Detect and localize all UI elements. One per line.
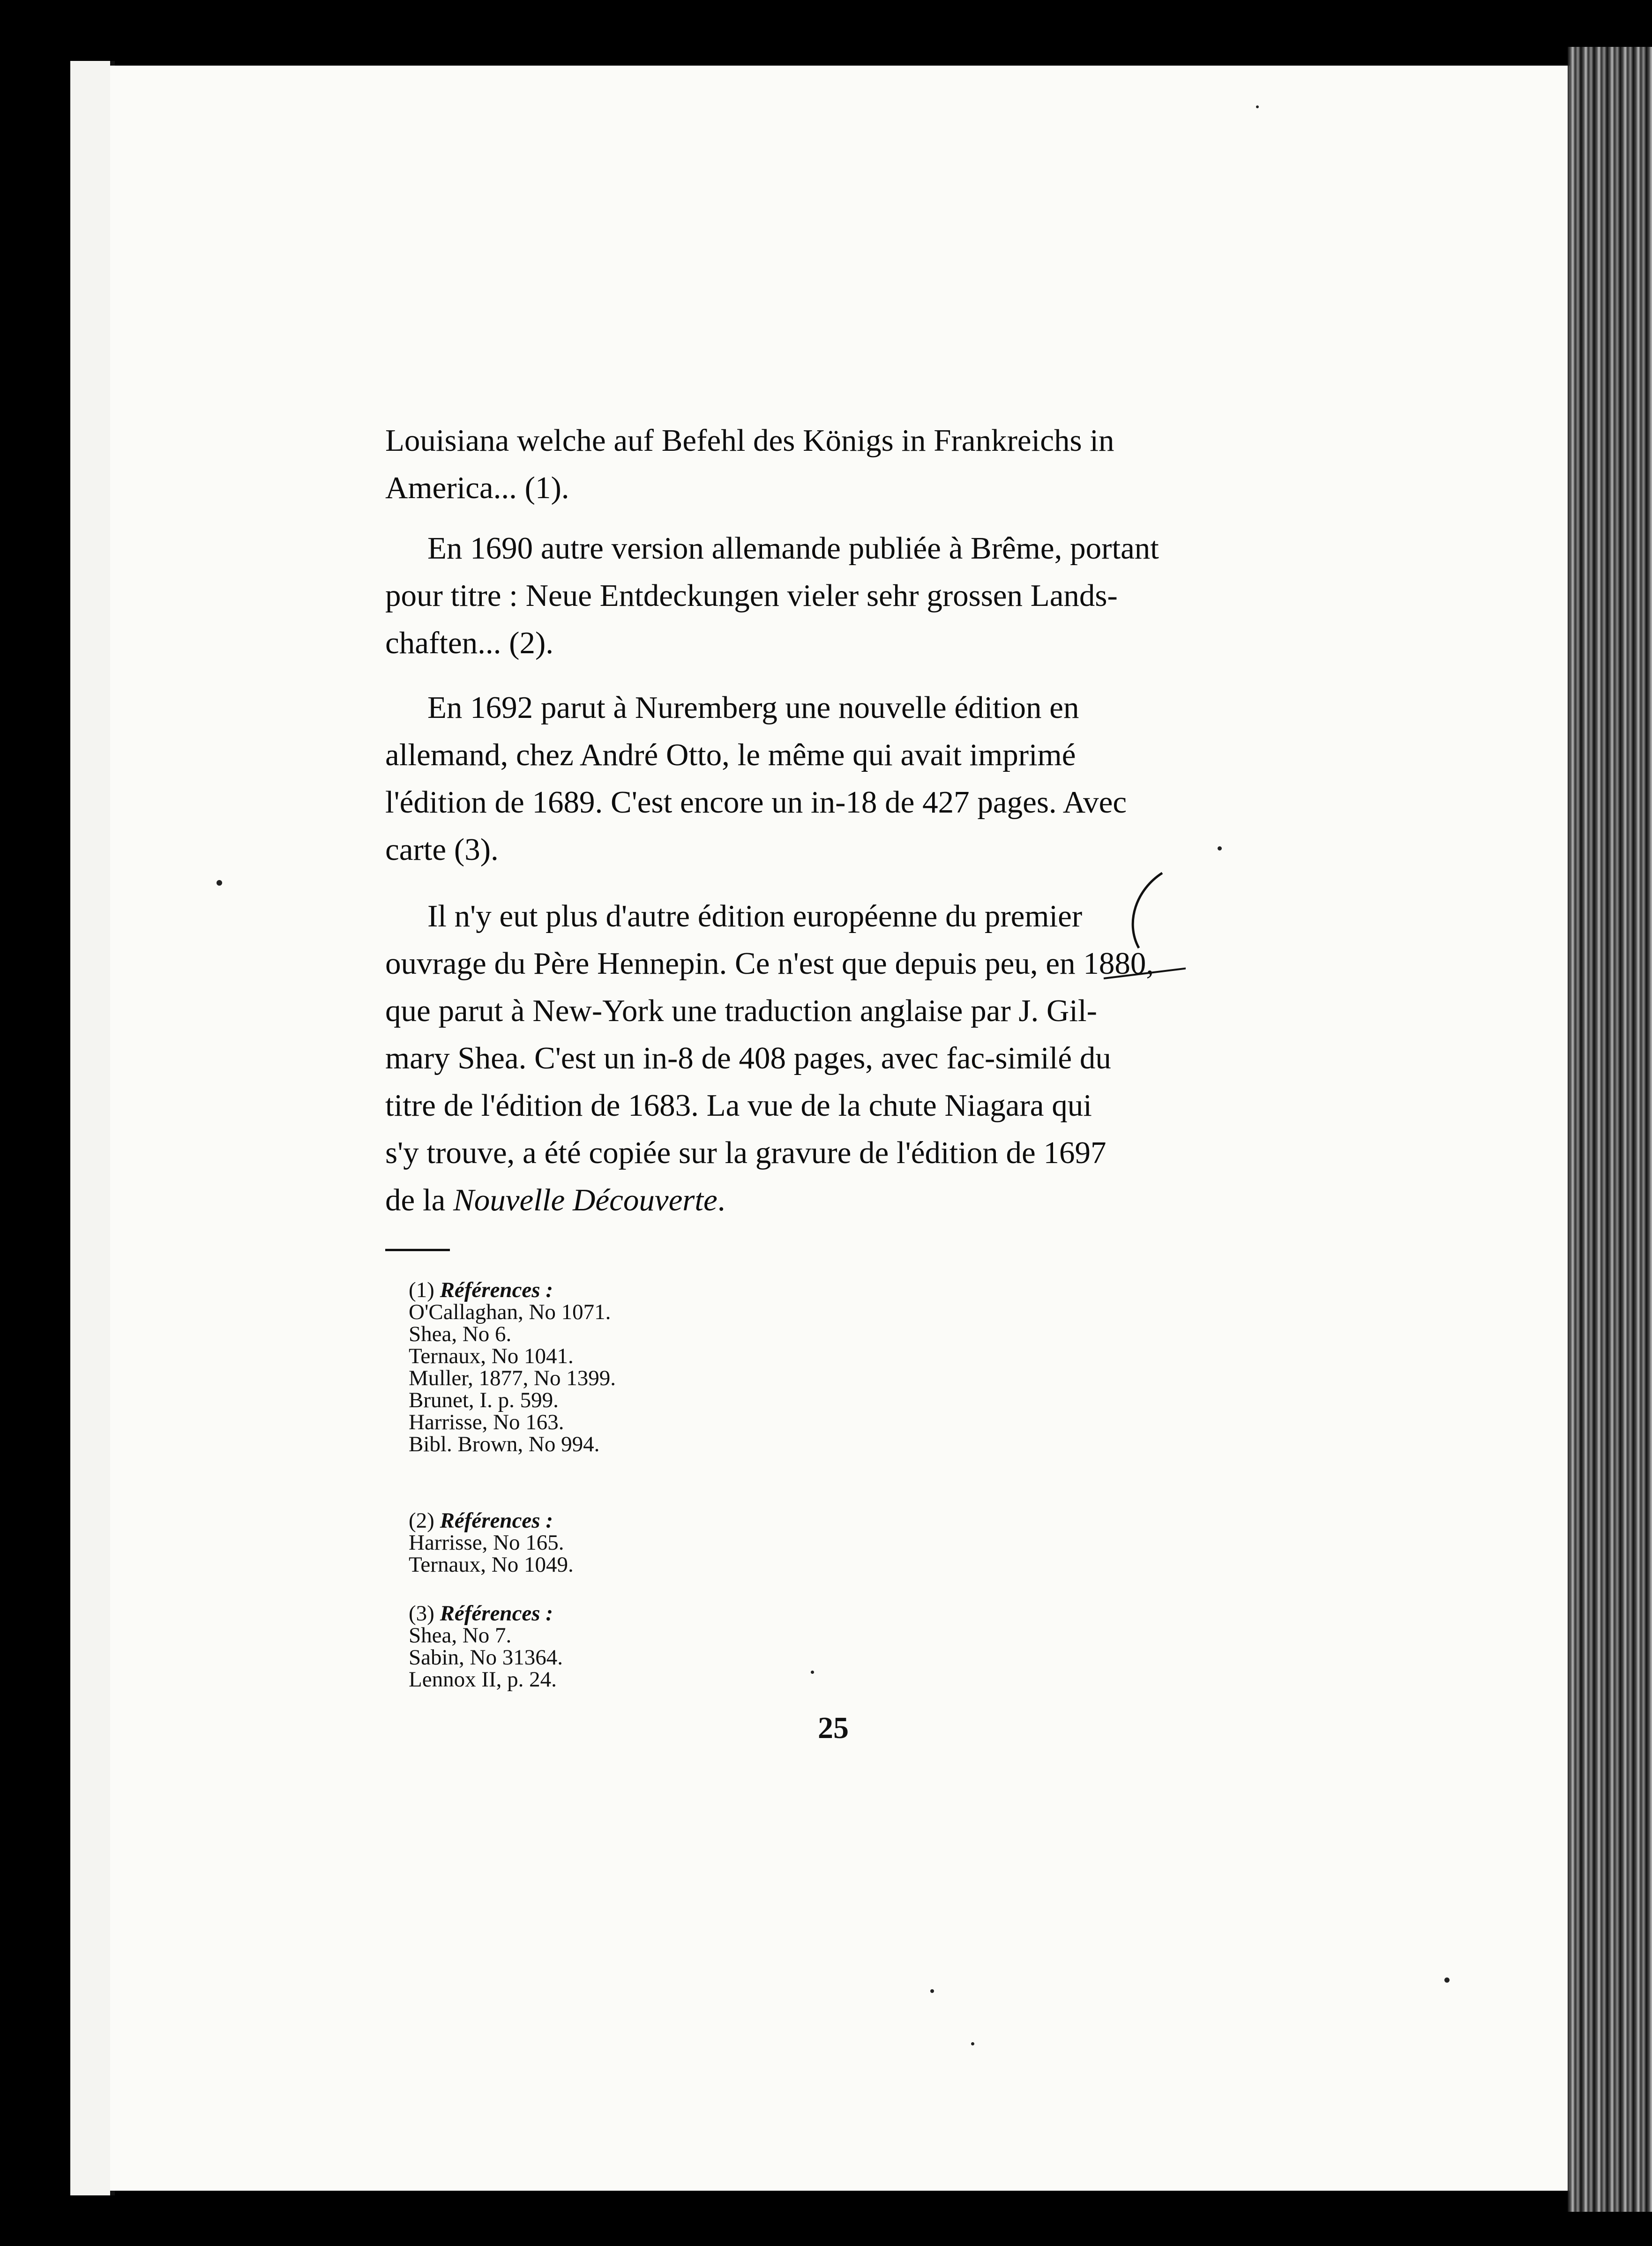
scan-speck xyxy=(1218,846,1222,851)
footnote-2 xyxy=(409,1510,1065,1576)
scan-speck xyxy=(811,1671,814,1674)
footnote-heading xyxy=(409,1279,1065,1301)
page-number: 25 xyxy=(818,1711,849,1745)
paragraph-line: que parut à New-York une traduction anglaise par J. Gil- xyxy=(385,993,1097,1028)
page-edge-shadow xyxy=(1568,47,1652,2212)
scan-speck xyxy=(1256,105,1259,108)
paragraph-last-line xyxy=(385,1177,1294,1224)
footnote-label: Références : xyxy=(440,1601,553,1626)
footnote-label: Références : xyxy=(440,1278,553,1302)
paragraph-line: carte (3). xyxy=(385,832,499,867)
footnote-entry: Ternaux, No 1041. xyxy=(409,1344,574,1368)
paragraph-line: s'y trouve, a été copiée sur la gravure de l'édition de 1697 xyxy=(385,1135,1106,1170)
paragraph-line: pour titre : Neue Entdeckungen vieler sehr grossen Lands- xyxy=(385,578,1118,613)
book-title-italic: Nouvelle Découverte xyxy=(453,1183,718,1217)
footnote-entry: Shea, No 6. xyxy=(409,1322,512,1346)
footnote-entry: Harrisse, No 165. xyxy=(409,1530,564,1555)
scan-speck xyxy=(930,1989,934,1993)
footnote-heading xyxy=(409,1603,1065,1625)
footnote-entry: O'Callaghan, No 1071. xyxy=(409,1300,611,1324)
footnote-label: Références : xyxy=(440,1508,553,1533)
paragraph-2 xyxy=(385,525,1294,667)
paragraph-line: En 1690 autre version allemande publiée à Brême, portant xyxy=(427,531,1159,566)
scan-speck xyxy=(217,880,222,886)
footnote-entry: Brunet, I. p. 599. xyxy=(409,1388,559,1412)
paragraph-line: America... (1). xyxy=(385,470,569,505)
paragraph-line: l'édition de 1689. C'est encore un in-18 de 427 pages. Avec xyxy=(385,785,1127,820)
last-line-prefix: de la xyxy=(385,1183,454,1217)
footnote-entry: Sabin, No 31364. xyxy=(409,1645,563,1670)
last-line-suffix: . xyxy=(717,1183,725,1217)
footnote-entry: Muller, 1877, No 1399. xyxy=(409,1366,616,1390)
footnote-3 xyxy=(409,1603,1065,1691)
paragraph-line: allemand, chez André Otto, le même qui avait imprimé xyxy=(385,738,1076,772)
paragraph-line: Il n'y eut plus d'autre édition européenne du premier xyxy=(427,899,1083,933)
scan-speck xyxy=(971,2042,974,2045)
binding-strip xyxy=(70,61,115,2195)
footnote-entry: Shea, No 7. xyxy=(409,1623,512,1648)
footnote-entry: Bibl. Brown, No 994. xyxy=(409,1432,600,1456)
handwritten-correction-mark xyxy=(1092,871,1186,983)
paragraph-line: En 1692 parut à Nuremberg une nouvelle édition en xyxy=(427,690,1079,725)
footnote-marker: (2) xyxy=(409,1508,434,1533)
footnote-entry: Lennox II, p. 24. xyxy=(409,1667,557,1692)
footnote-rule xyxy=(385,1249,450,1251)
footnote-entry: Ternaux, No 1049. xyxy=(409,1552,574,1577)
paragraph-3 xyxy=(385,684,1294,873)
footnote-1 xyxy=(409,1279,1065,1455)
footnote-marker: (1) xyxy=(409,1278,434,1302)
footnote-heading xyxy=(409,1510,1065,1532)
paragraph-line: chaften... (2). xyxy=(385,626,554,660)
paragraph-line: Louisiana welche auf Befehl des Königs in Frankreichs in xyxy=(385,423,1114,458)
scan-speck xyxy=(1444,1977,1450,1983)
paragraph-1 xyxy=(385,417,1294,512)
footnote-marker: (3) xyxy=(409,1601,434,1626)
footnote-entry: Harrisse, No 163. xyxy=(409,1410,564,1434)
paragraph-line: titre de l'édition de 1683. La vue de la chute Niagara qui xyxy=(385,1088,1092,1123)
paragraph-line: mary Shea. C'est un in-8 de 408 pages, avec fac-similé du xyxy=(385,1041,1111,1075)
paragraph-line: ouvrage du Père Hennepin. Ce n'est que depuis peu, en 1880, xyxy=(385,946,1154,981)
